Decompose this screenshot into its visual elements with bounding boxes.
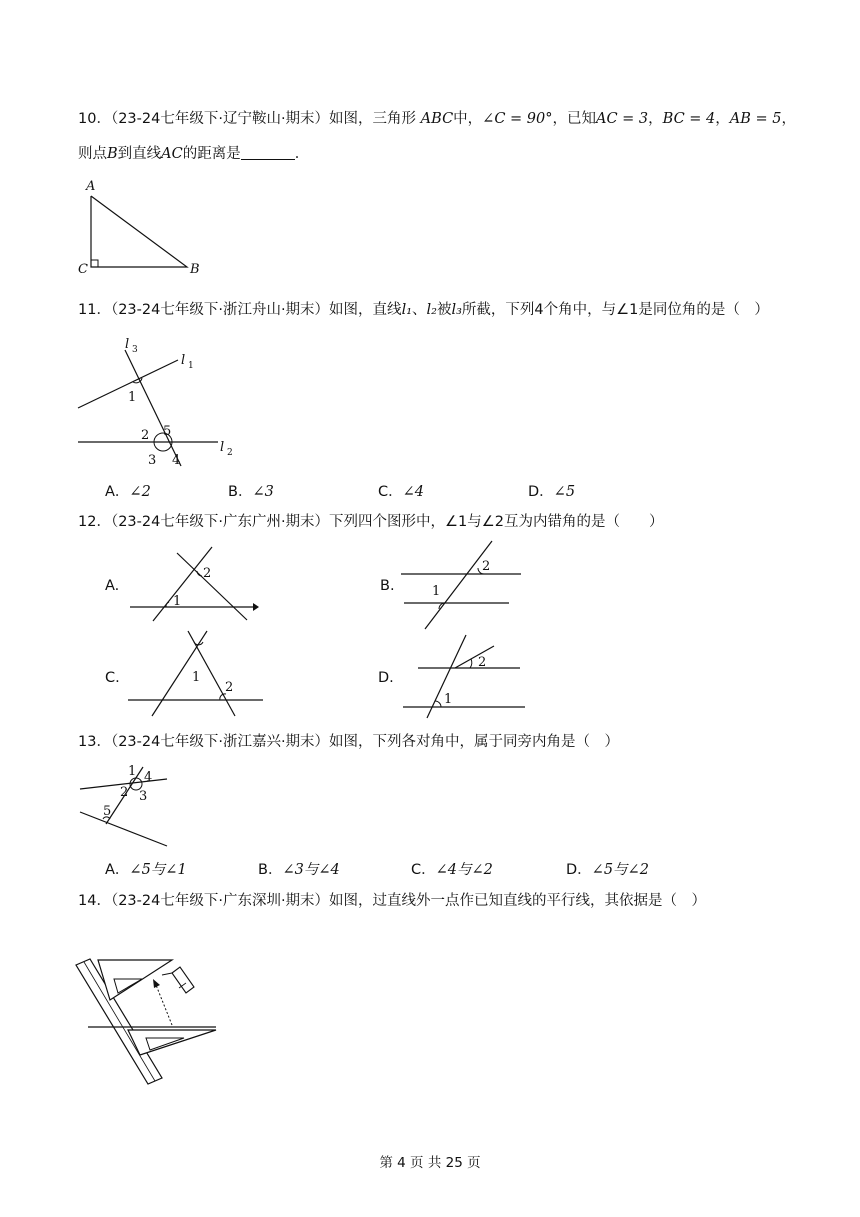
label-a: A — [86, 179, 96, 194]
q13-stem: 13．（23-24七年级下·浙江嘉兴·期末）如图，下列各对角中，属于同旁内角是（ ） — [78, 734, 620, 750]
angle-label-2: 2 — [225, 680, 234, 695]
angle-label-4: 4 — [172, 453, 181, 468]
label-c: C — [78, 262, 88, 277]
q10-line1 — [78, 109, 796, 129]
angle-label-1: 1 — [128, 764, 137, 779]
q12-option-a-key[interactable]: A. — [105, 578, 120, 594]
q12-figure-a[interactable] — [125, 544, 265, 624]
option-value: ∠3 — [252, 484, 274, 500]
line-l3: l₃ — [451, 302, 462, 318]
angle-label-2: 2 — [203, 566, 212, 581]
q11-text: 被 — [436, 302, 452, 318]
q10-stem: 10．（23-24七年级下·辽宁鞍山·期末）如图，三角形 — [78, 111, 417, 127]
option-value: ∠2 — [129, 484, 151, 500]
option-key: A． — [105, 484, 130, 500]
q10-text: ． — [294, 146, 310, 162]
page-number-footer: 第 4 页 共 25 页 — [379, 1155, 481, 1171]
q10-triangle-figure — [70, 176, 210, 276]
angle-label-1: 1 — [128, 390, 137, 405]
q11-option-c[interactable] — [378, 480, 424, 501]
line-l1: l₁ — [401, 302, 413, 318]
ab-value: AB = 5 — [729, 111, 782, 127]
q10-text: ，已知 — [552, 111, 596, 127]
angle-label-3: 3 — [139, 789, 148, 804]
separator: ， — [648, 111, 663, 127]
q13-option-d[interactable] — [566, 858, 649, 879]
option-value: ∠5与∠2 — [591, 862, 649, 878]
q11-figure — [70, 330, 250, 470]
angle-label-3: 3 — [148, 453, 157, 468]
point-b: B — [107, 146, 118, 162]
angle-label-2: 2 — [478, 655, 487, 670]
option-value: ∠4与∠2 — [435, 862, 493, 878]
q10-text: 到直线 — [117, 146, 162, 162]
angle-label-2: 2 — [141, 428, 150, 443]
option-value: ∠5与∠1 — [129, 862, 187, 878]
q12-figure-d[interactable] — [398, 632, 528, 720]
option-value: ∠4 — [402, 484, 424, 500]
triangle-name: ABC — [420, 111, 454, 127]
q12-stem: 12．（23-24七年级下·广东广州·期末）下列四个图形中，∠1与∠2互为内错角的是（ ） — [78, 514, 664, 530]
q12-option-d-key[interactable]: D. — [378, 670, 394, 686]
option-key: B． — [258, 862, 283, 878]
q14-ruler-set-square-figure — [76, 955, 226, 1085]
label-l1: l — [181, 353, 186, 368]
q10-text: 的距离是 — [182, 146, 241, 162]
angle-label-4: 4 — [144, 770, 153, 785]
q13-option-b[interactable] — [258, 858, 340, 879]
angle-label-5: 5 — [163, 424, 172, 439]
q13-option-c[interactable] — [411, 858, 493, 879]
option-value: ∠5 — [553, 484, 576, 500]
label-b: B — [190, 262, 200, 277]
separator: ， — [715, 111, 730, 127]
q10-text: 中， — [453, 111, 483, 127]
label-l2: l — [220, 440, 225, 455]
line-l2: l₂ — [426, 302, 437, 318]
q11-text: 所截，下列4个角中，与∠1是同位角的是（ ） — [461, 302, 769, 318]
option-key: A． — [105, 862, 130, 878]
q12-figure-c[interactable] — [125, 628, 265, 720]
option-key: D． — [566, 862, 592, 878]
bc-value: BC = 4 — [662, 111, 716, 127]
label-l1-sub: 1 — [188, 361, 194, 371]
q11-text: 11．（23-24七年级下·浙江舟山·期末）如图，直线 — [78, 302, 402, 318]
q12-option-b-key[interactable]: B. — [380, 578, 395, 594]
q10-text: 则点 — [78, 146, 107, 162]
q12-option-c-key[interactable]: C. — [105, 670, 120, 686]
separator: 、 — [412, 302, 427, 318]
option-key: C． — [378, 484, 403, 500]
angle-label-2: 2 — [120, 785, 129, 800]
q12-figure-b[interactable] — [398, 538, 528, 633]
angle-condition: ∠C = 90° — [482, 111, 553, 127]
q13-figure — [75, 762, 175, 852]
angle-label-1: 1 — [192, 670, 201, 685]
label-l3: l — [125, 337, 130, 352]
q11-option-a[interactable] — [105, 480, 151, 501]
angle-label-1: 1 — [173, 594, 182, 609]
label-l2-sub: 2 — [227, 448, 233, 458]
ac-value: AC = 3 — [595, 111, 649, 127]
q11-option-b[interactable] — [228, 480, 274, 501]
q11-stem — [78, 300, 769, 320]
option-key: D． — [528, 484, 554, 500]
option-value: ∠3与∠4 — [282, 862, 340, 878]
q14-stem: 14．（23-24七年级下·广东深圳·期末）如图，过直线外一点作已知直线的平行线，其依据是（ ） — [78, 893, 707, 909]
q11-option-d[interactable] — [528, 480, 575, 501]
angle-label-1: 1 — [432, 584, 441, 599]
q13-option-a[interactable] — [105, 858, 187, 879]
angle-label-2: 2 — [482, 559, 491, 574]
label-l3-sub: 3 — [132, 345, 138, 355]
line-ac: AC — [161, 146, 183, 162]
option-key: C． — [411, 862, 436, 878]
option-key: B． — [228, 484, 253, 500]
angle-label-1: 1 — [444, 692, 453, 707]
q10-line2 — [78, 144, 309, 164]
angle-label-5: 5 — [103, 804, 112, 819]
answer-blank[interactable] — [241, 145, 295, 160]
separator: ， — [781, 111, 797, 127]
